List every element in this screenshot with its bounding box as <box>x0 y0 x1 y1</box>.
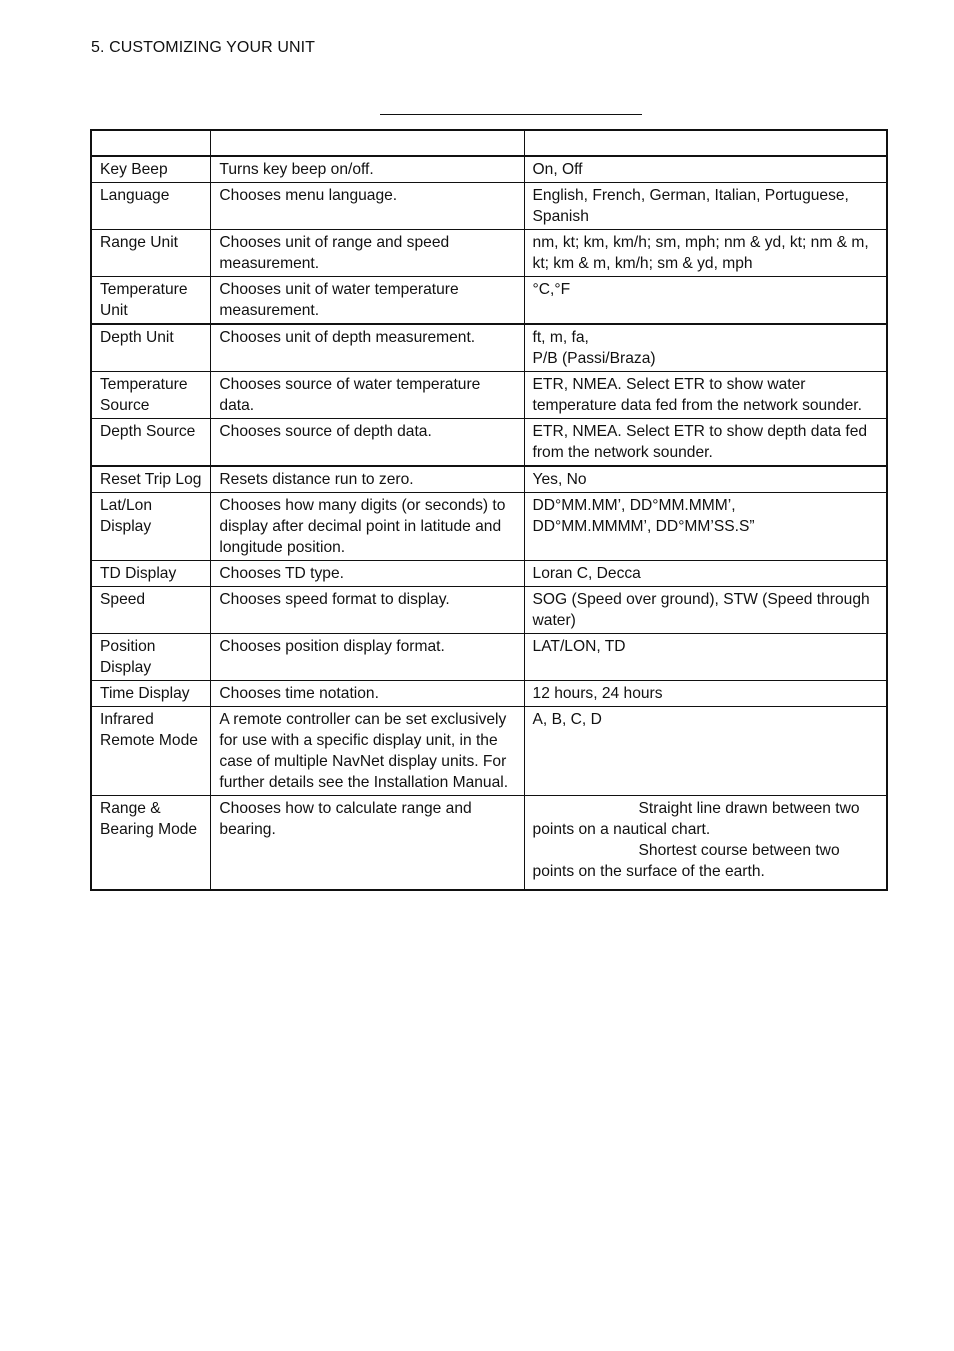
menu-description: Turns key beep on/off. <box>211 156 524 183</box>
menu-item: Temperature Unit <box>91 277 211 325</box>
table-row <box>91 324 887 372</box>
table-row <box>91 493 887 561</box>
menu-item: Infrared Remote Mode <box>91 707 211 796</box>
option2-continuation: points on the surface of the earth. <box>532 863 765 880</box>
menu-options: 12 hours, 24 hours <box>524 681 887 707</box>
table-row <box>91 372 887 419</box>
menu-description: Chooses time notation. <box>211 681 524 707</box>
option2-text: Shortest course between two <box>638 842 840 859</box>
table-row <box>91 419 887 467</box>
table-row <box>91 634 887 681</box>
menu-item: Lat/Lon Display <box>91 493 211 561</box>
table-row <box>91 587 887 634</box>
menu-settings-table <box>90 129 888 891</box>
menu-description: Chooses how many digits (or seconds) to display after decimal point in latitude and longitude position. <box>211 493 524 561</box>
menu-description: Chooses source of water temperature data. <box>211 372 524 419</box>
menu-options: A, B, C, D <box>524 707 887 796</box>
header-cell-item <box>91 130 211 156</box>
option1-continuation: points on a nautical chart. <box>532 821 711 838</box>
menu-item: Depth Unit <box>91 324 211 372</box>
menu-description: Chooses how to calculate range and bearing. <box>211 796 524 890</box>
chapter-heading: 5. CUSTOMIZING YOUR UNIT <box>91 39 316 56</box>
menu-description: A remote controller can be set exclusively for use with a specific display unit, in the case of multiple NavNet display units. For further details see the Installation Manual. <box>211 707 524 796</box>
menu-item: Language <box>91 183 211 230</box>
menu-item: TD Display <box>91 561 211 587</box>
menu-description: Chooses speed format to display. <box>211 587 524 634</box>
menu-options: On, Off <box>524 156 887 183</box>
menu-description: Resets distance run to zero. <box>211 466 524 493</box>
table-row <box>91 707 887 796</box>
option-line <box>533 798 879 819</box>
menu-description: Chooses unit of range and speed measurement. <box>211 230 524 277</box>
option1-text: Straight line drawn between two <box>638 800 860 817</box>
menu-options: ETR, NMEA. Select ETR to show water temperature data fed from the network sounder. <box>524 372 887 419</box>
table-row <box>91 277 887 325</box>
menu-description: Chooses position display format. <box>211 634 524 681</box>
menu-description: Chooses menu language. <box>211 183 524 230</box>
menu-item: Temperature Source <box>91 372 211 419</box>
table-row <box>91 156 887 183</box>
menu-item: Reset Trip Log <box>91 466 211 493</box>
menu-options: nm, kt; km, km/h; sm, mph; nm & yd, kt; nm & m, kt; km & m, km/h; sm & yd, mph <box>524 230 887 277</box>
menu-item: Time Display <box>91 681 211 707</box>
menu-options: ft, m, fa, P/B (Passi/Braza) <box>524 324 887 372</box>
table-header-row <box>91 130 887 156</box>
header-cell-options <box>524 130 887 156</box>
table-row <box>91 681 887 707</box>
header-cell-description <box>211 130 524 156</box>
table-row <box>91 230 887 277</box>
menu-description: Chooses TD type. <box>211 561 524 587</box>
menu-options: °C,°F <box>524 277 887 325</box>
menu-description: Chooses unit of depth measurement. <box>211 324 524 372</box>
menu-description: Chooses unit of water temperature measurement. <box>211 277 524 325</box>
menu-item: Speed <box>91 587 211 634</box>
menu-item: Range & Bearing Mode <box>91 796 211 890</box>
menu-description: Chooses source of depth data. <box>211 419 524 467</box>
menu-options <box>524 796 887 890</box>
table-row <box>91 466 887 493</box>
menu-item: Depth Source <box>91 419 211 467</box>
menu-options: DD°MM.MM’, DD°MM.MMM’, DD°MM.MMMM’, DD°MM’SS.S” <box>524 493 887 561</box>
table-row <box>91 796 887 890</box>
menu-options: Loran C, Decca <box>524 561 887 587</box>
menu-options: English, French, German, Italian, Portuguese, Spanish <box>524 183 887 230</box>
option-line <box>533 840 879 861</box>
menu-item: Range Unit <box>91 230 211 277</box>
table-row <box>91 561 887 587</box>
menu-options: SOG (Speed over ground), STW (Speed through water) <box>524 587 887 634</box>
table-title-underline <box>380 114 642 115</box>
menu-options: Yes, No <box>524 466 887 493</box>
table-row <box>91 183 887 230</box>
menu-options: ETR, NMEA. Select ETR to show depth data fed from the network sounder. <box>524 419 887 467</box>
menu-item: Key Beep <box>91 156 211 183</box>
menu-item: Position Display <box>91 634 211 681</box>
menu-options: LAT/LON, TD <box>524 634 887 681</box>
